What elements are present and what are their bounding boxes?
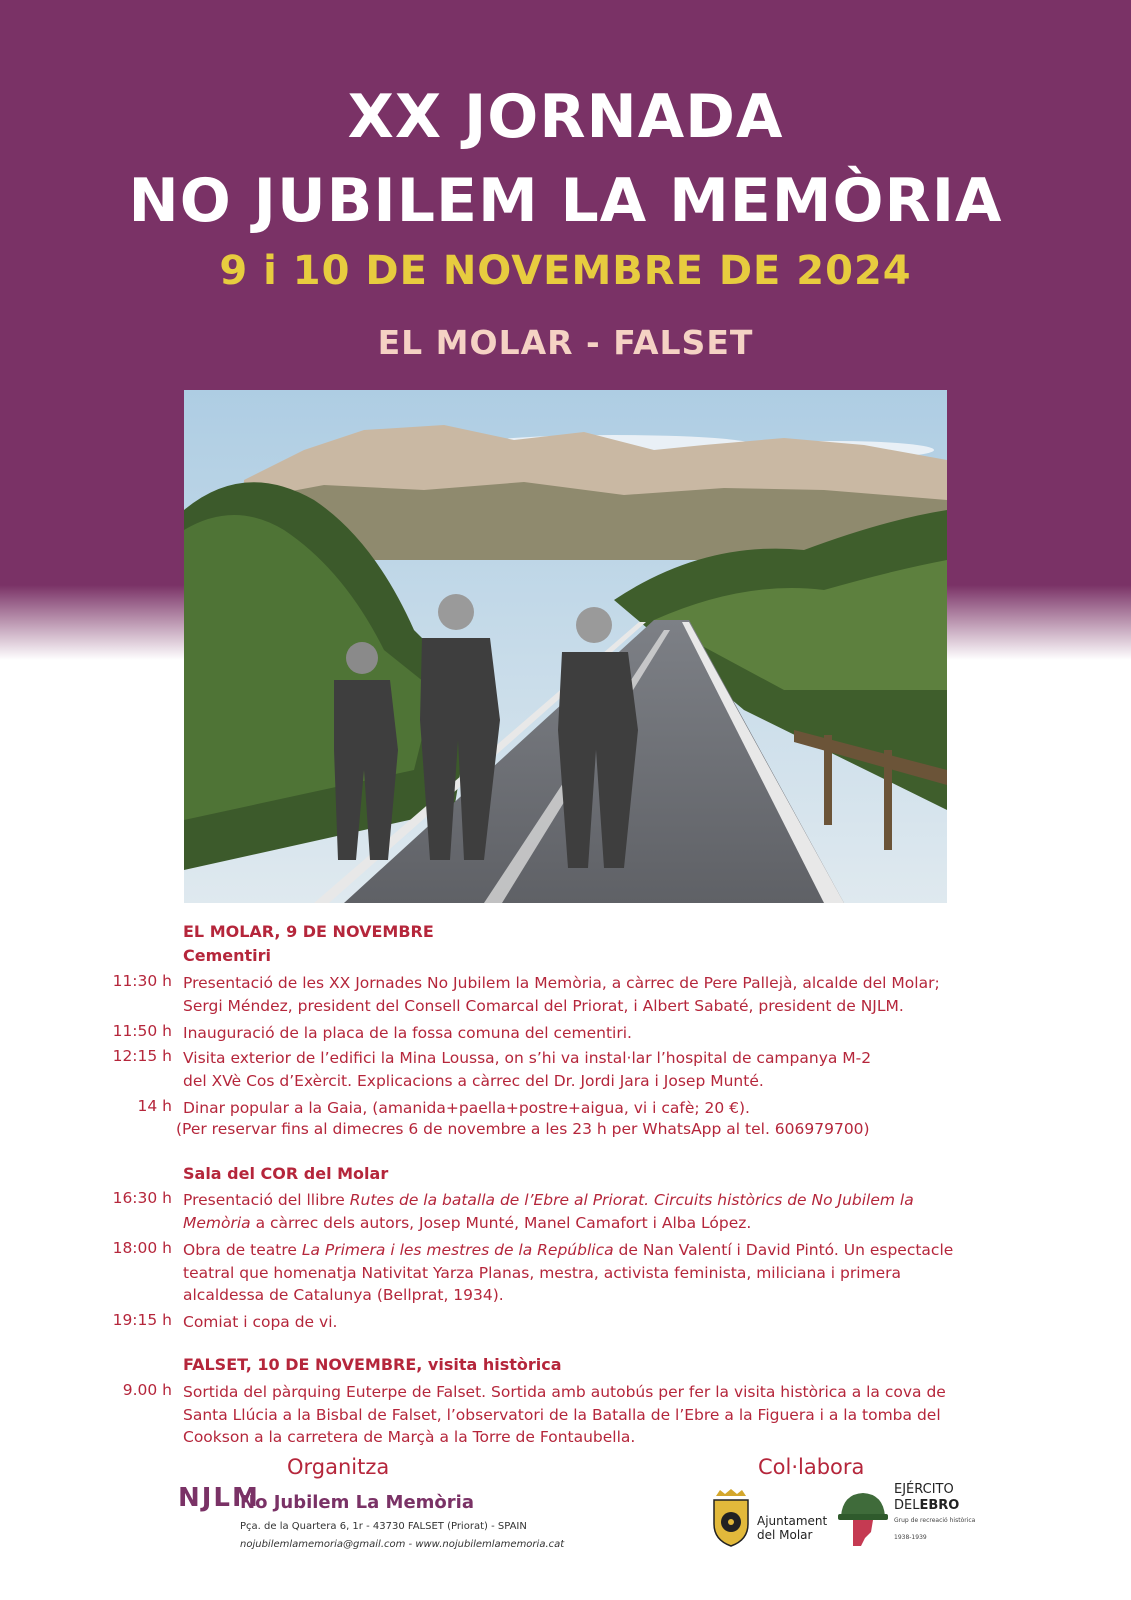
day1-heading: EL MOLAR, 9 DE NOVEMBRE	[183, 922, 434, 941]
item-text: alcaldessa de Catalunya (Bellprat, 1934).	[183, 1286, 504, 1304]
ebro-line2b: EBRO	[919, 1498, 960, 1513]
ejercito-ebro-name	[894, 1482, 959, 1514]
item-time: 18:00 h	[112, 1239, 172, 1257]
item-text: Sergi Méndez, president del Consell Comarcal del Priorat, i Albert Sabaté, president de NJLM.	[183, 996, 904, 1015]
item-text: del XVè Cos d’Exèrcit. Explicacions a càrrec del Dr. Jordi Jara i Josep Munté.	[183, 1071, 764, 1090]
book-title-cont: Memòria	[183, 1213, 251, 1232]
road-illustration	[184, 390, 947, 903]
book-title: Rutes de la batalla de l’Ebre al Priorat. Circuits històrics de No Jubilem la	[349, 1191, 914, 1209]
item-text: Inauguració de la placa de la fossa comuna del cementiri.	[183, 1024, 632, 1042]
item-text: Presentació de les XX Jornades No Jubilem la Memòria, a càrrec de Pere Pallejà, alcalde del Molar;	[183, 974, 940, 992]
collabora-label: Col·labora	[758, 1455, 865, 1479]
item-time: 9.00 h	[122, 1381, 172, 1399]
title-line-1: XX JORNADA	[347, 82, 784, 152]
njlm-web: nojubilemlamemoria@gmail.com - www.nojubilemlamemoria.cat	[240, 1539, 565, 1550]
njlm-name: No Jubilem La Memòria	[240, 1492, 474, 1513]
event-photo	[184, 390, 947, 903]
reservation-note: (Per reservar fins al dimecres 6 de novembre a les 23 h per WhatsApp al tel. 606979700)	[176, 1120, 870, 1138]
ajuntament-shield-icon	[710, 1488, 752, 1548]
item-text: de Nan Valentí i David Pintó. Un espectacle	[613, 1241, 954, 1259]
item-text: Cookson a la carretera de Marçà a la Torre de Fontaubella.	[183, 1428, 636, 1446]
item-time: 19:15 h	[112, 1311, 172, 1329]
item-text: Obra de teatre	[183, 1241, 302, 1259]
day2-heading: FALSET, 10 DE NOVEMBRE, visita històrica	[183, 1355, 562, 1374]
item-text: Presentació del llibre	[183, 1191, 350, 1209]
njlm-logo: NJLM	[178, 1483, 260, 1513]
organitza-label: Organitza	[287, 1455, 390, 1479]
item-text: Comiat i copa de vi.	[183, 1313, 338, 1331]
item-text: a càrrec dels autors, Josep Munté, Manel Camafort i Alba López.	[250, 1213, 752, 1232]
venue-cementiri: Cementiri	[183, 946, 272, 965]
event-dates: 9 i 10 DE NOVEMBRE DE 2024	[219, 248, 912, 294]
njlm-address: Pça. de la Quartera 6, 1r - 43730 FALSET (Priorat) - SPAIN	[240, 1521, 527, 1532]
item-text: Sortida del pàrquing Euterpe de Falset. Sortida amb autobús per fer la visita històrica a la cova de	[183, 1383, 946, 1401]
item-time: 14 h	[137, 1097, 172, 1115]
ebro-subtitle: Grup de recreació històrica	[894, 1517, 976, 1524]
item-text: Dinar popular a la Gaia, (amanida+paella+postre+aigua, vi i cafè; 20 €).	[183, 1099, 750, 1117]
item-text: Santa Llúcia a la Bisbal de Falset, l’observatori de la Batalla de l’Ebre a la Figuera i a la tomba del	[183, 1405, 941, 1424]
title-line-2: NO JUBILEM LA MEMÒRIA	[128, 166, 1003, 236]
item-text: teatral que homenatja Nativitat Yarza Planas, mestra, activista feminista, miliciana i primera	[183, 1263, 902, 1282]
item-text: Visita exterior de l’edifici la Mina Loussa, on s’hi va instal·lar l’hospital de campanya M-2	[183, 1049, 872, 1067]
item-time: 11:30 h	[112, 972, 172, 990]
ebro-line2a: DEL	[894, 1498, 920, 1513]
ebro-years: 1938-1939	[894, 1534, 927, 1541]
item-time: 12:15 h	[112, 1047, 172, 1065]
ajuntament-line1: Ajuntament	[757, 1514, 828, 1528]
venue-sala-cor: Sala del COR del Molar	[183, 1164, 389, 1183]
item-time: 16:30 h	[112, 1189, 172, 1207]
play-title: La Primera i les mestres de la República	[301, 1241, 614, 1259]
ejercito-ebro-logo-icon	[835, 1488, 889, 1548]
ajuntament-name	[757, 1514, 827, 1542]
ajuntament-line2: del Molar	[757, 1528, 813, 1542]
ebro-line1: EJÉRCITO	[894, 1482, 954, 1497]
event-place: EL MOLAR - FALSET	[377, 323, 754, 362]
item-time: 11:50 h	[112, 1022, 172, 1040]
